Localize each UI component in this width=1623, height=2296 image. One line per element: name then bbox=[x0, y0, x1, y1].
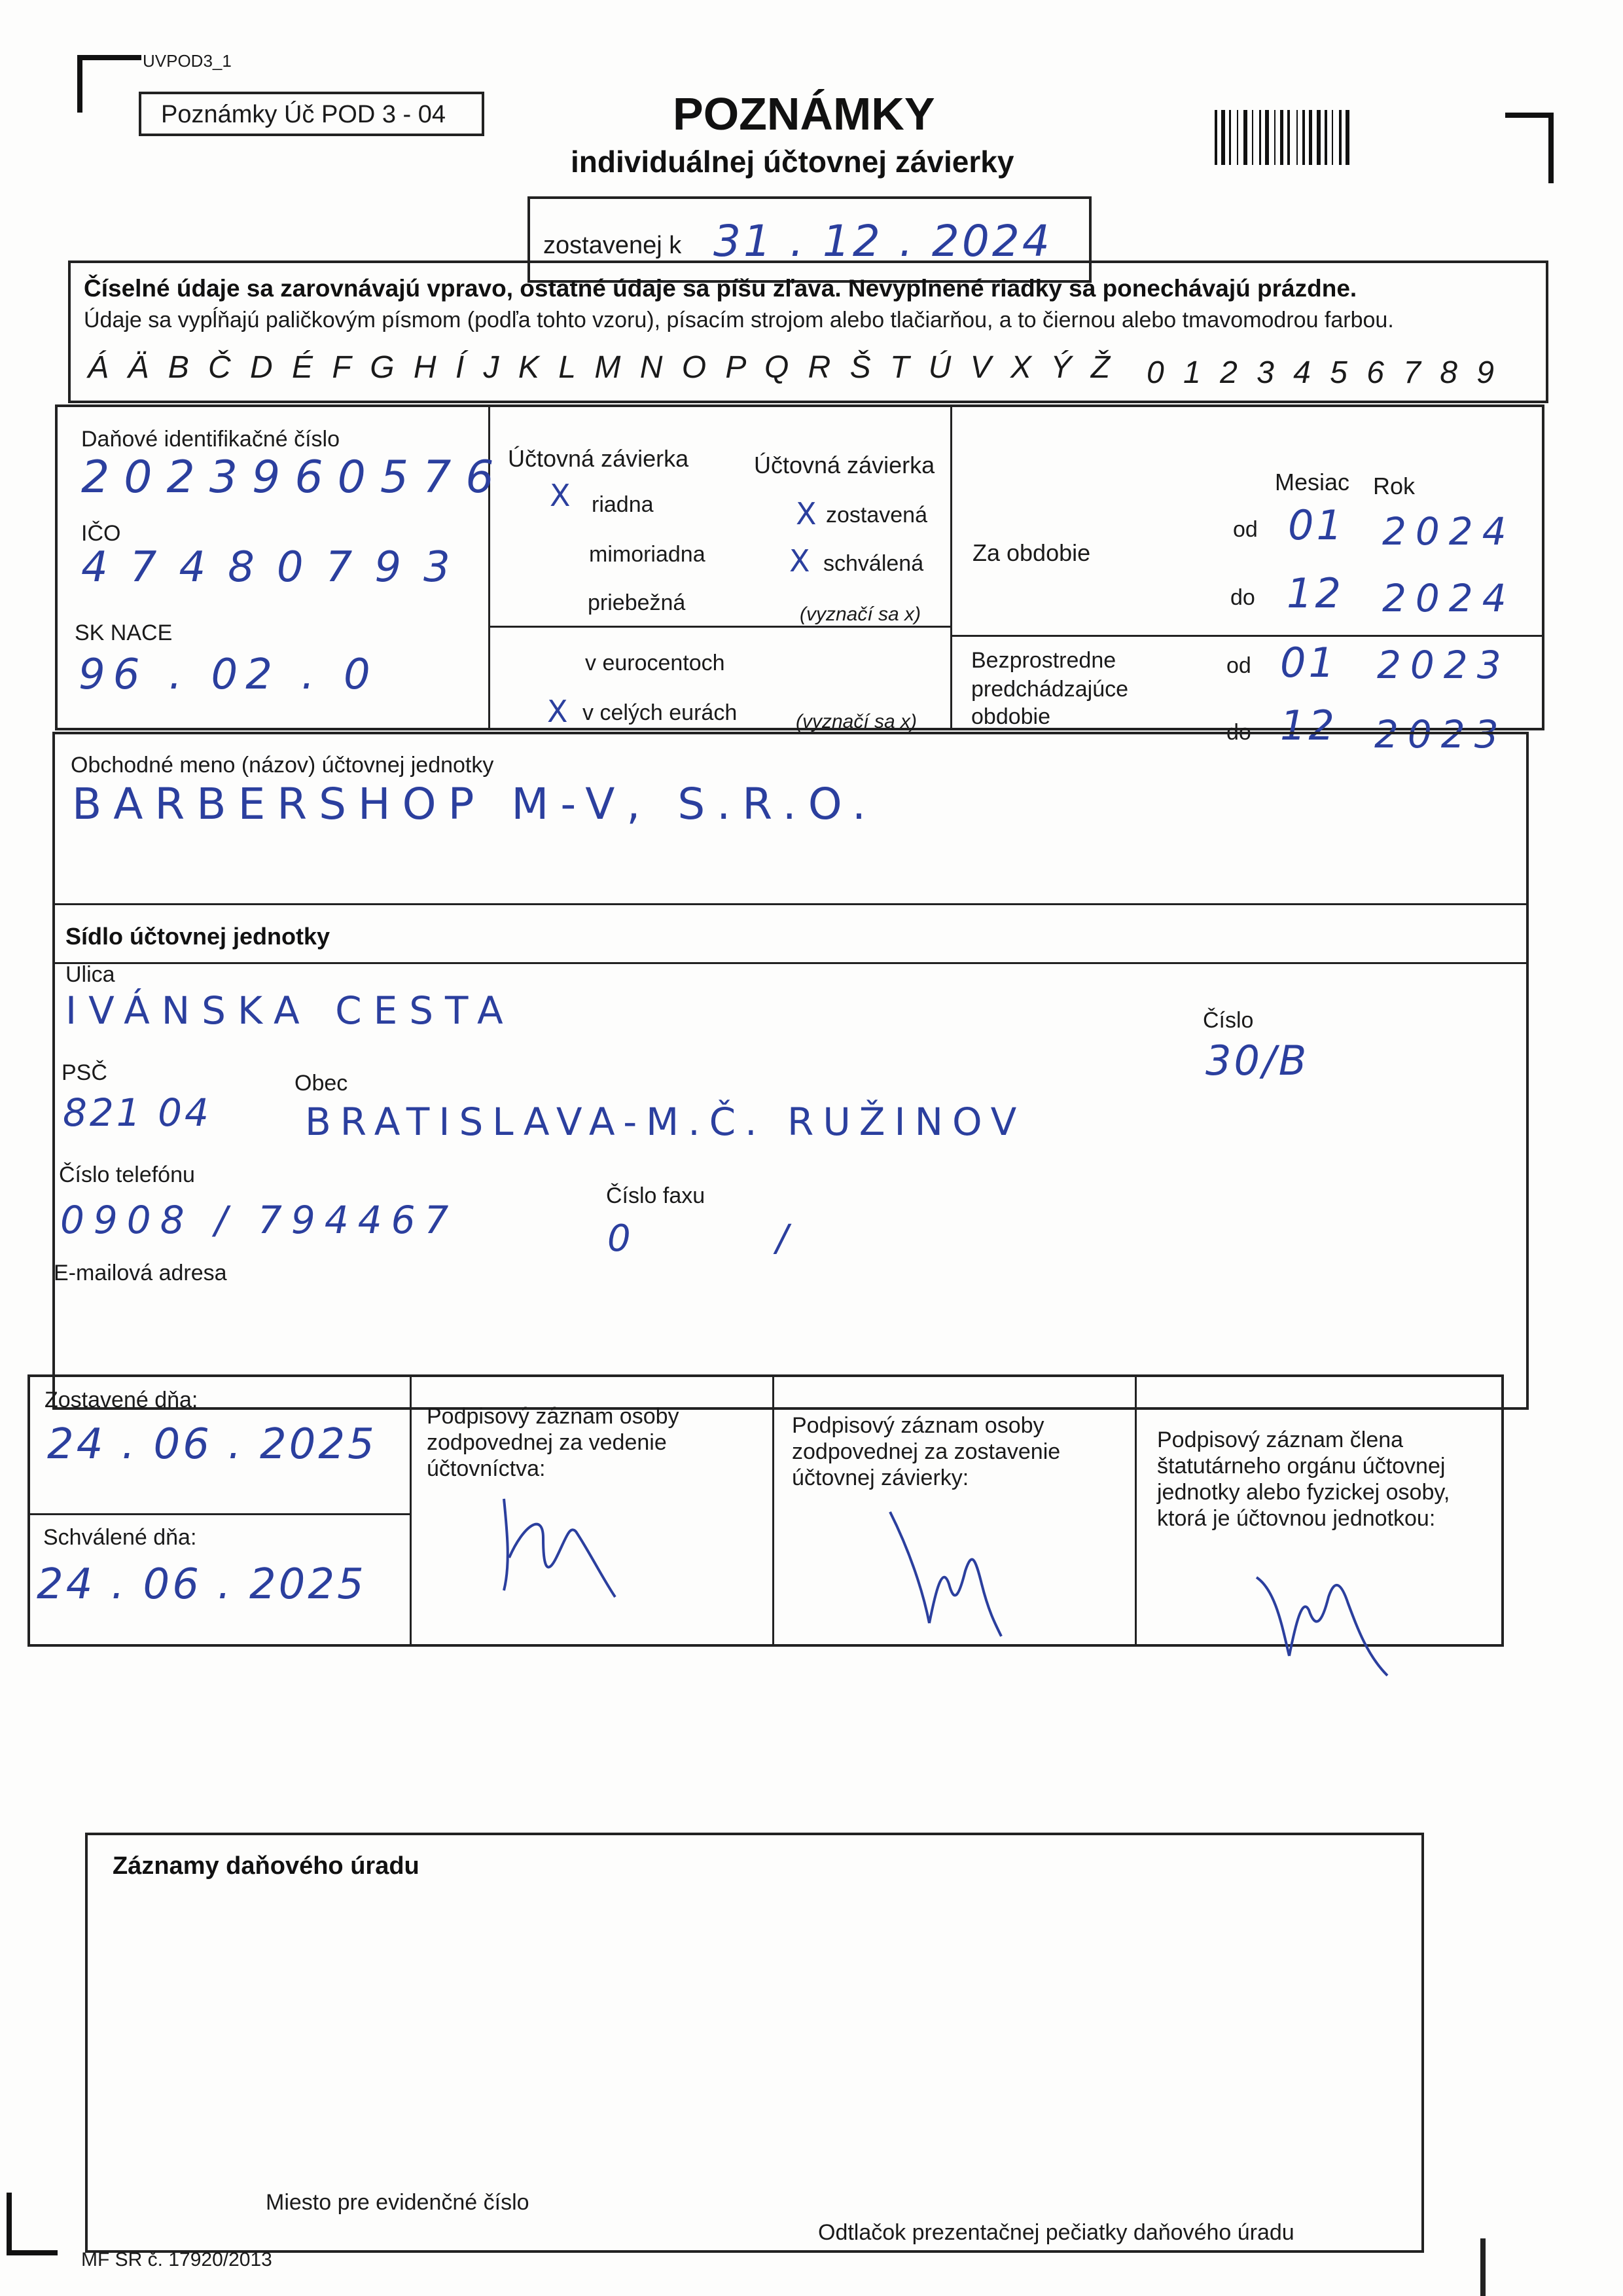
nace-label: SK NACE bbox=[75, 620, 173, 645]
mark-whole-euros[interactable]: X bbox=[547, 694, 568, 729]
prev-period-label-3: obdobie bbox=[971, 704, 1051, 729]
email-label: E-mailová adresa bbox=[54, 1261, 227, 1285]
current-from-month: 01 bbox=[1288, 501, 1345, 549]
statement-col2-heading: Účtovná závierka bbox=[754, 452, 935, 478]
current-to-label: do bbox=[1230, 585, 1255, 610]
dic-label: Daňové identifikačné číslo bbox=[81, 427, 340, 452]
stamp-label: Odtlačok prezentačnej pečiatky daňového úradu bbox=[818, 2220, 1294, 2245]
current-period-label: Za obdobie bbox=[972, 539, 1091, 566]
compiled-on-value: 24 . 06 . 2025 bbox=[47, 1420, 377, 1469]
prev-to-year: 2023 bbox=[1374, 712, 1508, 757]
option-extraordinary: mimoriadna bbox=[589, 542, 705, 567]
corner-mark-top-right bbox=[1505, 113, 1554, 183]
form-id-text: Poznámky Úč POD 3 - 04 bbox=[161, 101, 446, 128]
compiled-on-label: Zostavené dňa: bbox=[45, 1388, 198, 1412]
current-from-year: 2024 bbox=[1382, 509, 1516, 554]
fax-value: 0 / bbox=[607, 1217, 791, 1260]
year-label: Rok bbox=[1373, 473, 1416, 499]
divider-address-title bbox=[52, 962, 1529, 964]
mark-note-currency: (vyznačí sa x) bbox=[796, 711, 918, 732]
corner-mark-top-left bbox=[77, 55, 141, 113]
current-to-year: 2024 bbox=[1382, 576, 1516, 620]
instruction-line-1: Číselné údaje sa zarovnávajú vpravo, ostatné údaje sa píšu zľava. Nevyplnené riadky sa ponechávajú prázdne. bbox=[84, 275, 1357, 302]
mark-ordinary[interactable]: X bbox=[550, 478, 571, 513]
phone-value: 0908 / 794467 bbox=[60, 1198, 458, 1242]
record-number-label: Miesto pre evidenčné číslo bbox=[266, 2190, 529, 2215]
option-approved: schválená bbox=[823, 551, 924, 576]
compiled-as-of-value: 31 . 12 . 2024 bbox=[713, 216, 1052, 266]
psc-value: 821 04 bbox=[63, 1090, 211, 1135]
fax-label: Číslo faxu bbox=[606, 1183, 705, 1208]
statement-col1-heading: Účtovná závierka bbox=[508, 445, 689, 472]
mark-compiled[interactable]: X bbox=[796, 496, 817, 531]
divider-type-period bbox=[950, 404, 952, 730]
option-euro-cents: v eurocentoch bbox=[585, 651, 725, 675]
divider-dates bbox=[27, 1513, 411, 1515]
instruction-line-2: Údaje sa vypĺňajú paličkovým písmom (podľa tohto vzoru), písacím strojom alebo tlačiarňou, a to čiernou alebo tmavomodrou farbou. bbox=[84, 308, 1394, 332]
prev-to-month: 12 bbox=[1280, 702, 1337, 749]
mark-note-type: (vyznačí sa x) bbox=[800, 603, 921, 625]
form-code: UVPOD3_1 bbox=[143, 51, 232, 71]
sig3-label: Podpisový záznam člena štatutárneho orgánu účtovnej jednotky alebo fyzickej osoby, ktorá je účtovnou jednotkou: bbox=[1157, 1427, 1450, 1531]
page-title: POZNÁMKY bbox=[673, 88, 935, 139]
company-name-value: BARBERSHOP M-V, S.R.O. bbox=[72, 779, 878, 829]
nace-value: 96 . 02 . 0 bbox=[79, 651, 378, 699]
signature-accounting bbox=[478, 1460, 648, 1610]
divider-sig-1 bbox=[410, 1374, 412, 1647]
divider-company-address bbox=[52, 903, 1529, 905]
prev-period-label-2: predchádzajúce bbox=[971, 677, 1129, 702]
corner-mark-bottom-right bbox=[1480, 2238, 1486, 2296]
prev-from-month: 01 bbox=[1280, 639, 1337, 687]
psc-label: PSČ bbox=[62, 1060, 107, 1085]
corner-mark-bottom-left bbox=[7, 2193, 58, 2255]
option-ordinary: riadna bbox=[592, 492, 654, 517]
approved-on-value: 24 . 06 . 2025 bbox=[37, 1560, 366, 1609]
page-subtitle: individuálnej účtovnej závierky bbox=[571, 145, 1014, 179]
ico-value: 47480793 bbox=[81, 543, 473, 592]
option-interim: priebežná bbox=[588, 590, 686, 615]
street-value: IVÁNSKA CESTA bbox=[65, 988, 515, 1033]
address-section-title: Sídlo účtovnej jednotky bbox=[65, 923, 330, 950]
current-to-month: 12 bbox=[1287, 569, 1344, 617]
sig1-label: Podpisový záznam osoby zodpovednej za vedenie účtovníctva: bbox=[427, 1404, 679, 1481]
phone-label: Číslo telefónu bbox=[59, 1162, 195, 1187]
city-value: BRATISLAVA-M.Č. RUŽINOV bbox=[305, 1100, 1026, 1144]
street-label: Ulica bbox=[65, 962, 115, 987]
month-label: Mesiac bbox=[1275, 469, 1350, 495]
company-name-label: Obchodné meno (názov) účtovnej jednotky bbox=[71, 753, 494, 778]
prev-period-label-1: Bezprostredne bbox=[971, 648, 1116, 673]
divider-sig-2 bbox=[772, 1374, 774, 1647]
divider-type-currency bbox=[488, 626, 950, 628]
footer-code: MF SR č. 17920/2013 bbox=[81, 2249, 272, 2270]
number-label: Číslo bbox=[1203, 1008, 1254, 1033]
prev-from-label: od bbox=[1226, 653, 1251, 678]
signature-statutory bbox=[1243, 1525, 1427, 1682]
option-compiled: zostavená bbox=[826, 503, 927, 528]
mark-approved[interactable]: X bbox=[789, 543, 810, 579]
prev-from-year: 2023 bbox=[1377, 643, 1510, 687]
ico-label: IČO bbox=[81, 521, 121, 546]
barcode bbox=[1215, 110, 1457, 165]
sample-letters: Á Ä B Č D É F G H Í J K L M N O P Q R Š T Ú V X Ý Ž bbox=[88, 350, 1116, 385]
sig2-label: Podpisový záznam osoby zodpovednej za zostavenie účtovnej závierky: bbox=[792, 1413, 1061, 1490]
signature-compilation bbox=[870, 1492, 1041, 1643]
approved-on-label: Schválené dňa: bbox=[43, 1525, 197, 1550]
form-id-box bbox=[139, 92, 484, 136]
current-from-label: od bbox=[1233, 517, 1258, 542]
prev-to-label: do bbox=[1226, 720, 1251, 745]
divider-sig-3 bbox=[1135, 1374, 1137, 1647]
city-label: Obec bbox=[294, 1071, 348, 1096]
option-whole-euros: v celých eurách bbox=[582, 700, 738, 725]
tax-office-title: Záznamy daňového úradu bbox=[113, 1852, 419, 1880]
compiled-as-of-label: zostavenej k bbox=[543, 232, 682, 259]
divider-period-prev bbox=[950, 635, 1544, 637]
number-value: 30/B bbox=[1205, 1037, 1310, 1085]
sample-digits: 0 1 2 3 4 5 6 7 8 9 bbox=[1147, 355, 1499, 390]
dic-value: 2023960576 bbox=[81, 452, 508, 503]
